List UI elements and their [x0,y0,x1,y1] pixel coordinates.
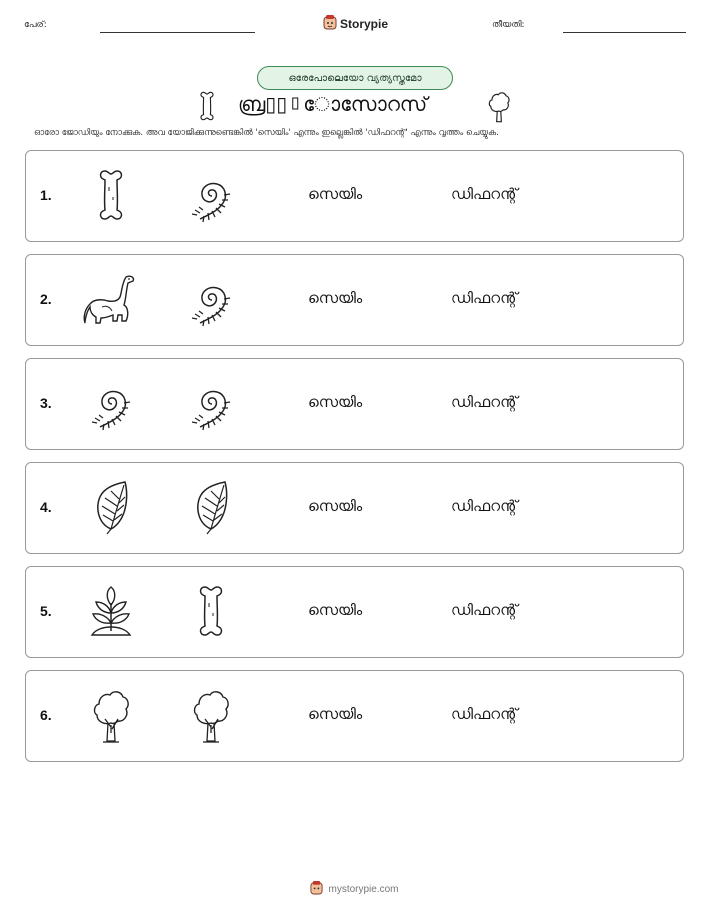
question-row [25,358,684,450]
leaf-icon [182,479,240,539]
question-number: 5. [40,603,52,619]
question-row [25,150,684,242]
fern-icon [182,271,240,331]
same-option[interactable]: സെയിം [308,601,363,619]
tree-icon [182,687,240,747]
question-number: 6. [40,707,52,723]
fern-icon [182,375,240,435]
tree-icon [82,687,140,747]
question-number: 1. [40,187,52,203]
question-row [25,670,684,762]
brand-logo [323,14,388,34]
different-option[interactable]: ഡിഫറന്റ് [451,705,518,723]
storypie-mascot-icon [310,880,323,899]
brand-name: Storypie [340,17,389,31]
date-field[interactable] [563,32,686,33]
different-option[interactable]: ഡിഫറന്റ് [451,289,518,307]
same-option[interactable]: സെയിം [308,705,363,723]
same-option[interactable]: സെയിം [308,289,363,307]
bone-icon [82,167,140,227]
different-option[interactable]: ഡിഫറന്റ് [451,393,518,411]
fern-icon [182,167,240,227]
storypie-mascot-icon [323,14,337,34]
footer-url: mystorypie.com [328,884,399,895]
page-title: ബ്ര▯▯▯ോസോറസ് [238,92,428,116]
bone-icon [198,90,216,126]
question-row [25,254,684,346]
different-option[interactable]: ഡിഫറന്റ് [451,601,518,619]
plant-icon [82,583,140,643]
worksheet-header [0,14,709,38]
dinosaur-icon [82,271,140,331]
same-option[interactable]: സെയിം [308,497,363,515]
name-label: പേര്: [24,20,47,30]
same-option[interactable]: സെയിം [308,393,363,411]
worksheet-type-badge: ഒരേപോലെയോ വ്യത്യസ്തമോ [257,66,453,90]
instructions: ഓരോ ജോഡിയും നോക്കുക. അവ യോജിക്കുന്നുണ്ടെങ്കിൽ 'സെയിം' എന്നും ഇല്ലെങ്കിൽ 'ഡിഫറന്റ്' എന്നും വൃത്തം ചെയ്യുക. [34,128,499,138]
question-row [25,462,684,554]
question-row [25,566,684,658]
question-number: 2. [40,291,52,307]
same-option[interactable]: സെയിം [308,185,363,203]
bone-icon [182,583,240,643]
different-option[interactable]: ഡിഫറന്റ് [451,185,518,203]
leaf-icon [82,479,140,539]
question-number: 3. [40,395,52,411]
fern-icon [82,375,140,435]
different-option[interactable]: ഡിഫറന്റ് [451,497,518,515]
title-row [0,88,709,124]
footer [0,880,709,899]
tree-icon [487,90,511,128]
name-field[interactable] [100,32,255,33]
question-number: 4. [40,499,52,515]
date-label: തീയതി: [492,20,525,30]
